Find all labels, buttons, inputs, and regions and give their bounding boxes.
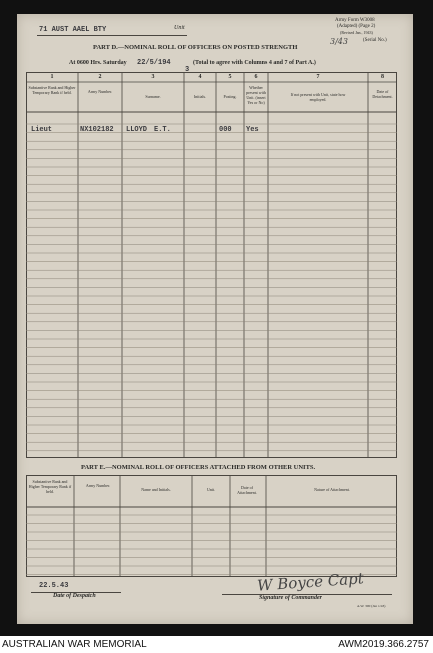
- unit-underline: [37, 35, 187, 36]
- part-d-date-year-digit: 3: [185, 66, 190, 74]
- e-col-header-rank: Substantive Rank and Higher Temporary Rank if held.: [28, 479, 72, 494]
- col-header-surname: Surname.: [145, 94, 161, 99]
- part-d-date-prefix: At 0600 Hrs. Saturday: [69, 60, 127, 66]
- cell-surname: LLOYD: [126, 126, 148, 134]
- col-number-6: 6: [254, 74, 258, 80]
- print-code: A.W. 300 (Jan 1/43): [357, 604, 386, 608]
- e-col-header-attachment-nature: Nature of Attachment.: [314, 487, 350, 492]
- part-d-date-suffix: (Total to agree with Columns 4 and 7 of Part A.): [193, 60, 316, 66]
- caption-right: AWM2019.366.2757: [338, 639, 429, 650]
- cell-present: Yes: [246, 126, 259, 134]
- commander-signature: W Boyce Capt: [256, 569, 365, 595]
- table-row: [26, 126, 397, 136]
- e-col-header-unit: Unit.: [206, 487, 216, 492]
- caption-left: AUSTRALIAN WAR MEMORIAL: [2, 639, 147, 650]
- col-header-posting: Posting.: [223, 94, 237, 99]
- army-form-page: [17, 14, 413, 624]
- col-header-present: Whether present with Unit. (insert Yes or No): [246, 85, 266, 105]
- despatch-date-label: Date of Despatch: [53, 593, 96, 599]
- unit-label: Unit: [174, 25, 185, 31]
- e-col-header-attachment-date: Date of Attachment.: [237, 485, 257, 495]
- e-col-header-army-number: Army Number.: [85, 483, 111, 488]
- serial-label: (Serial No.): [363, 38, 387, 43]
- cell-army-number: NX102182: [80, 126, 114, 134]
- cell-rank: Lieut: [31, 126, 53, 134]
- caption-bar: [0, 636, 433, 653]
- part-d-column-headers: [26, 85, 397, 113]
- part-d-column-numbers: [26, 74, 397, 82]
- despatch-date-value: 22.5.43: [39, 582, 69, 590]
- form-revised: (Revised Jan., 1943): [340, 30, 373, 35]
- col-number-2: 2: [98, 74, 102, 80]
- col-number-4: 4: [198, 74, 202, 80]
- form-adapted: (Adapted) (Page 2): [337, 24, 376, 29]
- signature-label: Signature of Commander: [259, 595, 323, 601]
- col-number-7: 7: [316, 74, 320, 80]
- part-d-date-value: 22/5/194: [137, 59, 171, 67]
- col-header-employed: If not present with Unit, state how employed.: [290, 92, 346, 102]
- cell-posting: 000: [219, 126, 232, 134]
- col-number-8: 8: [381, 74, 384, 80]
- col-header-army-number: Army Number.: [87, 89, 113, 94]
- cell-initials: E.T.: [154, 126, 171, 134]
- col-number-3: 3: [151, 74, 155, 80]
- e-col-header-name: Name and Initials.: [141, 487, 171, 492]
- col-header-detachment-date: Date of Detachment.: [372, 89, 393, 99]
- col-number-1: 1: [50, 74, 54, 80]
- serial-value: 3/43: [330, 37, 348, 46]
- part-e-column-headers: [26, 479, 397, 505]
- col-number-5: 5: [228, 74, 232, 80]
- form-name: Army Form W3008: [335, 18, 375, 23]
- part-e-title: PART E.—NOMINAL ROLL OF OFFICERS ATTACHED FROM OTHER UNITS.: [81, 464, 316, 471]
- col-header-initials: Initials.: [193, 94, 207, 99]
- part-d-title: PART D.—NOMINAL ROLL OF OFFICERS ON POSTED STRENGTH: [93, 44, 298, 51]
- unit-value: 71 AUST AAEL BTY: [39, 26, 107, 34]
- col-header-rank: Substantive Rank and Higher Temporary Rank if held.: [28, 85, 76, 95]
